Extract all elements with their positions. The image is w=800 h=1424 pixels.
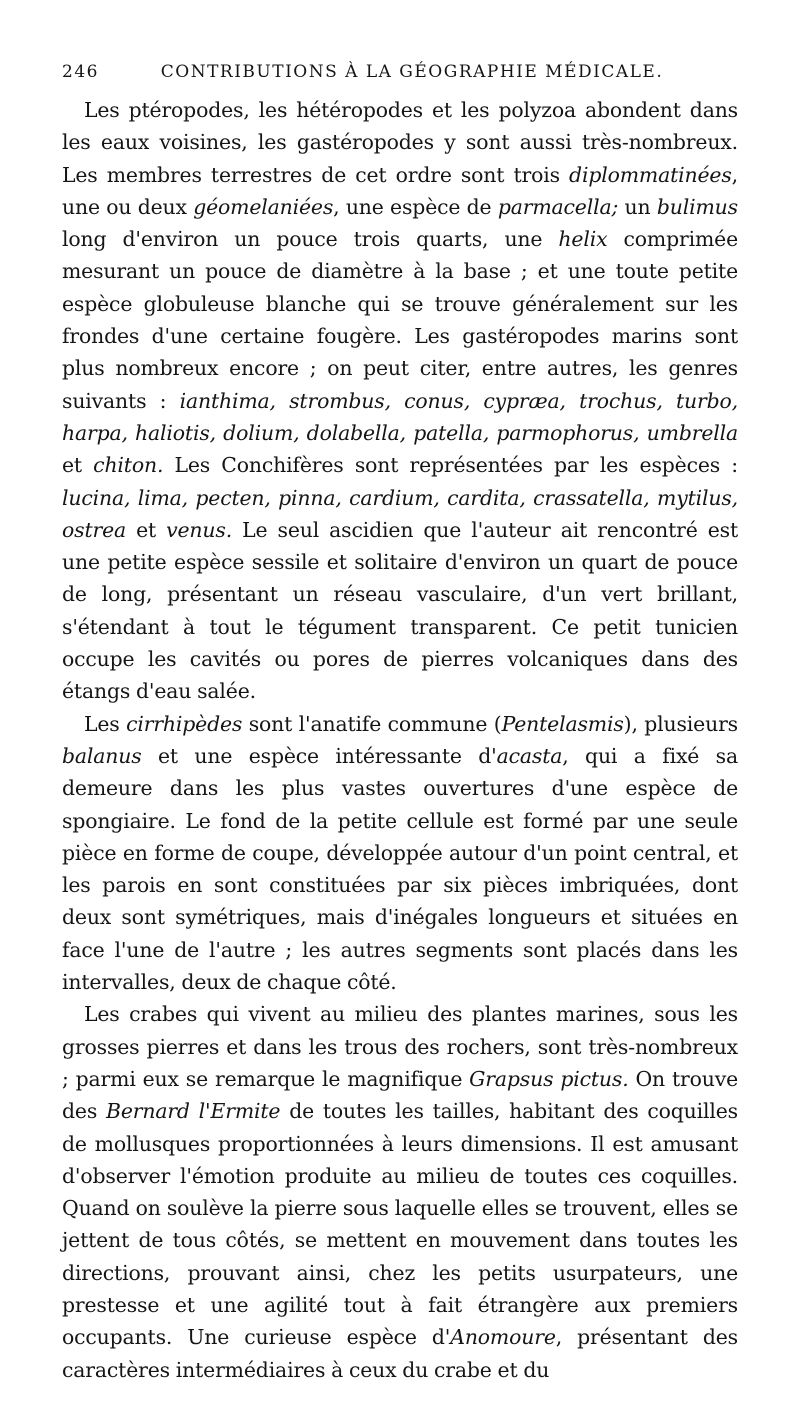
text-run: et xyxy=(126,517,167,542)
italic-term: ianthima, strombus, conus, cypræa, trochus, turbo, harpa, haliotis, dolium, dolabella, patella, parmophorus, umbrella xyxy=(62,388,738,445)
text-run: Les crabes qui vivent au milieu des plantes marines, sous les grosses pierres et dans les trous des rochers, sont très-nombreux ; parmi eux se remarque le magnifique xyxy=(62,1002,738,1091)
italic-term: Grapsus pictus. xyxy=(469,1066,629,1091)
text-run: Le seul ascidien que l'auteur ait rencontré est une petite espèce sessile et solitaire d'environ un quart de pouce de long, présentant un réseau vasculaire, d'un vert brillant, s'étendant à tout le tégument transparent. Ce petit tunicien occupe les cavités ou pores de pierres volcaniques dans des étangs d'eau salée. xyxy=(62,517,738,704)
text-run: Les Conchifères sont représentées par les espèces : xyxy=(163,453,738,478)
text-run: , une ou deux xyxy=(62,162,738,219)
italic-term: helix xyxy=(558,227,608,252)
italic-term: parmacella; xyxy=(497,194,619,219)
text-run: Les xyxy=(84,711,127,736)
text-run: et xyxy=(62,453,94,478)
text-run: comprimée mesurant un pouce de diamètre à la base ; et une toute petite espèce globuleuse blanche qui se trouve généralement sur les frondes d'une certaine fougère. Les gastéropodes marins sont plus nombreux encore ; on peut citer, entre autres, les genres suivants : xyxy=(62,227,738,413)
italic-term: balanus xyxy=(62,743,142,768)
italic-term: venus. xyxy=(166,517,233,542)
text-run: un xyxy=(618,194,657,219)
text-run: , présentant des caractères intermédiaires à ceux du crabe et du xyxy=(62,1325,738,1382)
italic-term: lucina, lima, pecten, pinna, cardium, cardita, crassatella, mytilus, ostrea xyxy=(62,485,738,542)
text-run: , qui a fixé sa demeure dans les plus vastes ouvertures d'une espèce de spongiaire. Le fond de la petite cellule est formé par une seule pièce en forme de coupe, développée autour d'un point central, et les parois en sont constituées par six pièces imbriquées, dont deux sont symétriques, mais d'inégales longueurs et situées en face l'une de l'autre ; les autres segments sont placés dans les intervalles, deux de chaque côté. xyxy=(62,743,738,995)
italic-term: Pentelasmis xyxy=(501,711,624,736)
paragraph xyxy=(62,94,738,708)
body-text xyxy=(62,94,738,1386)
italic-term: chiton. xyxy=(93,453,164,478)
text-run: ), plusieurs xyxy=(623,711,738,736)
text-run: On trouve des xyxy=(62,1066,738,1124)
italic-term: Anomoure xyxy=(450,1325,556,1350)
italic-term: bulimus xyxy=(656,194,738,219)
italic-term: diplommatinées xyxy=(569,162,732,187)
page-header xyxy=(62,58,738,94)
paragraph xyxy=(62,708,738,999)
italic-term: acasta xyxy=(496,743,563,768)
italic-term: Bernard l'Ermite xyxy=(105,1099,281,1124)
italic-term: géomelaniées xyxy=(193,194,334,219)
italic-term: cirrhipèdes xyxy=(126,711,243,736)
running-title: CONTRIBUTIONS À LA GÉOGRAPHIE MÉDICALE. xyxy=(160,62,664,82)
text-run: , une espèce de xyxy=(333,194,498,219)
text-run: et une espèce intéressante d' xyxy=(141,743,497,768)
text-run: sont l'anatife commune ( xyxy=(242,711,502,736)
text-run: Les ptéropodes, les hétéropodes et les polyzoa abondent dans les eaux voisines, les gastéropodes y sont aussi très-nombreux. Les membres terrestres de cet ordre sont trois xyxy=(62,98,738,187)
page-number: 246 xyxy=(62,62,99,82)
paragraph xyxy=(62,998,738,1386)
text-run: de toutes les tailles, habitant des coquilles de mollusques proportionnées à leurs dimensions. Il est amusant d'observer l'émotion produite au milieu de toutes ces coquilles. Quand on soulève la pierre sous laquelle elles se trouvent, elles se jettent de tous côtés, se mettent en mouvement dans toutes les directions, prouvant ainsi, chez les petits usurpateurs, une prestesse et une agilité tout à fait étrangère aux premiers occupants. Une curieuse espèce d' xyxy=(62,1099,738,1350)
text-run: long d'environ un pouce trois quarts, une xyxy=(62,227,559,252)
